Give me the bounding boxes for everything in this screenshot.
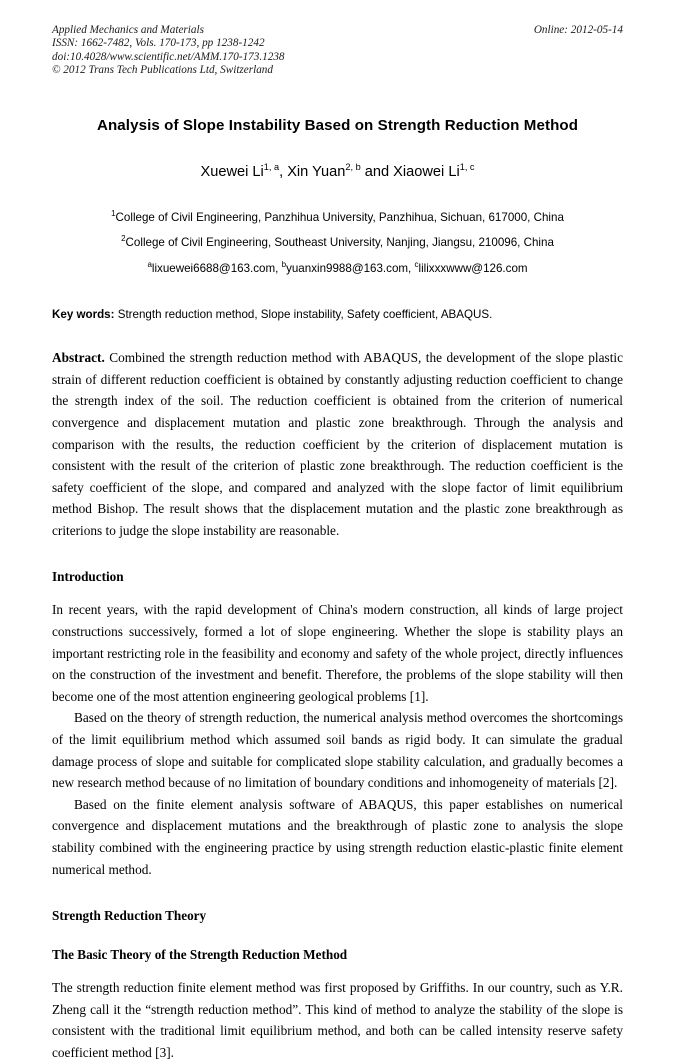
page-title: Analysis of Slope Instability Based on Strength Reduction Method	[96, 116, 579, 134]
intro-paragraph-1: In recent years, with the rapid development of China's modern construction, all kinds of large project constructions successively, formed a lot of slope engineering. Whether the slope is stability plays an important restricting role in the feasibility and economy and safety of the whole project, directly influences on the construction of the investment and benefit. Therefore, the problems of the slope stability will then become one of the most attention engineering geological problems [1].	[52, 602, 623, 704]
email-address-b: yuanxin9988@163.com,	[286, 261, 415, 275]
affiliation-marker-1: 1	[111, 208, 116, 218]
affiliation-line-1	[52, 205, 623, 231]
section-heading-strength-reduction-theory: Strength Reduction Theory	[52, 908, 207, 924]
keywords-text: Strength reduction method, Slope instability, Safety coefficient, ABAQUS.	[114, 308, 493, 322]
abstract-block	[52, 347, 623, 541]
journal-doi-line: doi:10.4028/www.scientific.net/AMM.170-173.1238	[52, 50, 285, 63]
author-affiliation-marker-3: 1, c	[459, 161, 475, 172]
affiliation-line-2	[52, 230, 623, 256]
online-publication-date: Online: 2012-05-14	[533, 24, 623, 36]
journal-header-left	[52, 24, 472, 78]
email-address-c: lilixxxwww@126.com	[418, 261, 528, 275]
email-marker-a: a	[147, 259, 152, 269]
keywords-line	[52, 307, 623, 323]
author-separator-2: and	[360, 163, 394, 180]
abstract-text: Combined the strength reduction method with ABAQUS, the development of the slope plastic strain of different reduction coefficient is obtained by constantly adjusting reduction coefficient to change the strength index of the soil. The reduction coefficient is obtained from the criterion of numerical convergence and displacement mutation and plastic zone breakthrough. Through the analysis and comparison with the results, the reduction coefficient by the criterion of displacement mutation is consistent with the result of the criterion of plastic zone breakthrough. The reduction coefficient is the safety coefficient of the slope, and compared and analyzed with the slope factor of limit equilibrium method Bishop. The result shows that the displacement mutation and the plastic zone breakthrough as criterions to judge the slope instability are reasonable.	[52, 350, 623, 538]
journal-copyright-line: © 2012 Trans Tech Publications Ltd, Switzerland	[52, 64, 273, 77]
email-marker-b: b	[281, 259, 287, 269]
affiliation-marker-2: 2	[121, 234, 126, 244]
author-affiliation-marker-1: 1, a	[263, 161, 280, 172]
author-list	[52, 162, 623, 182]
affiliation-text-2: College of Civil Engineering, Southeast University, Nanjing, Jiangsu, 210096, China	[125, 236, 554, 250]
author-separator-1: ,	[279, 163, 288, 180]
journal-header	[52, 24, 623, 78]
intro-paragraph-3: Based on the finite element analysis software of ABAQUS, this paper establishes on numerical convergence and displacement mutations and the breakthrough of plastic zone to analysis the slope stability combined with the engineering practice by using strength reduction elastic-plastic finite element numerical method.	[52, 796, 623, 877]
author-name-2: Xin Yuan	[287, 163, 346, 180]
section-heading-introduction: Introduction	[52, 569, 124, 585]
keywords-label: Key words:	[52, 308, 115, 322]
abstract-label: Abstract.	[52, 350, 105, 366]
email-address-a: lixuewei6688@163.com,	[151, 261, 282, 275]
affiliation-block	[52, 205, 623, 282]
journal-name: Applied Mechanics and Materials	[52, 24, 204, 36]
author-affiliation-marker-2: 2, b	[345, 161, 361, 172]
affiliation-text-1: College of Civil Engineering, Panzhihua University, Panzhihua, Sichuan, 617000, China	[115, 210, 564, 224]
subsection-heading-basic-theory: The Basic Theory of the Strength Reduction Method	[52, 947, 348, 963]
email-marker-c: c	[414, 259, 419, 269]
author-name-3: Xiaowei Li	[393, 163, 460, 180]
intro-paragraph-2: Based on the theory of strength reduction, the numerical analysis method overcomes the shortcomings of the limit equilibrium method which assumed soil bands as rigid body. It can simulate the gradual damage process of slope and suitable for complicated slope stability calculation, and gradually becomes a new research method because of no limitation of boundary conditions and inhomogeneity of materials [2].	[52, 710, 623, 791]
journal-issn-line: ISSN: 1662-7482, Vols. 170-173, pp 1238-1242	[52, 37, 265, 50]
author-name-1: Xuewei Li	[200, 163, 264, 180]
basic-theory-paragraph: The strength reduction finite element method was first proposed by Griffiths. In our country, such as Y.R. Zheng call it the “strength reduction method”. This kind of method to analyze the stability of the slope is consistent with the traditional limit equilibrium method, and both can be called intensity reserve safety coefficient method [3].	[52, 980, 623, 1060]
author-emails-line	[52, 256, 623, 282]
